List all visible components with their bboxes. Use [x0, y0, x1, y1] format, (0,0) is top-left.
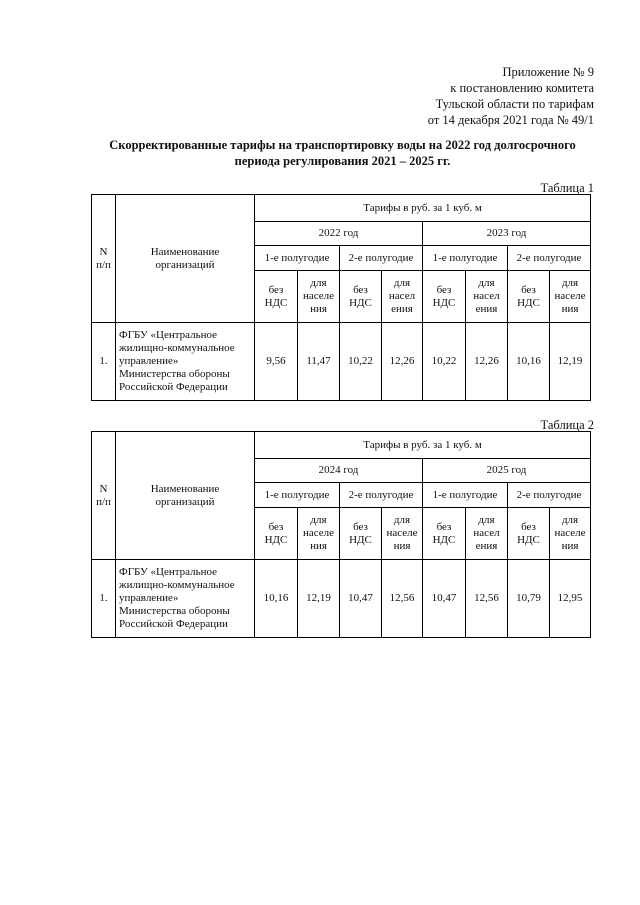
header-no-vat	[508, 508, 550, 560]
header-org-line: организаций	[155, 258, 215, 271]
header-population	[298, 508, 340, 560]
org-line: жилищно-коммунальное	[119, 342, 235, 354]
header-number-line: N	[99, 482, 108, 495]
header-org-line: Наименование	[150, 482, 220, 495]
org-line: Российской Федерации	[119, 381, 228, 393]
header-line: без	[521, 283, 536, 296]
header-line: НДС	[349, 296, 372, 309]
tariff-value: 10,22	[340, 323, 382, 401]
tariff-value: 12,56	[466, 560, 508, 638]
header-half: 2-е полугодие	[508, 483, 591, 508]
table-2-label: Таблица 2	[540, 418, 594, 432]
header-org-line: организаций	[155, 495, 215, 508]
header-population	[298, 271, 340, 323]
tariff-value: 12,95	[550, 560, 591, 638]
header-line: для	[478, 514, 495, 526]
header-population	[466, 271, 508, 323]
header-line: НДС	[517, 296, 540, 309]
header-number-line: N	[99, 245, 108, 258]
org-line: жилищно-коммунальное	[119, 579, 235, 591]
appendix-line: Приложение № 9	[502, 65, 594, 79]
header-no-vat	[340, 508, 382, 560]
header-half: 2-е полугодие	[340, 483, 423, 508]
org-line: ФГБУ «Центральное	[119, 329, 218, 341]
header-number-line: п/п	[96, 495, 111, 508]
header-no-vat	[423, 508, 466, 560]
header-line: НДС	[432, 533, 456, 546]
tariff-value: 11,47	[298, 323, 340, 401]
header-no-vat	[340, 271, 382, 323]
tariff-value: 12,19	[298, 560, 340, 638]
organization-name	[116, 560, 255, 638]
header-line: для	[310, 277, 327, 289]
tariff-table-1	[91, 194, 591, 401]
appendix-line: к постановлению комитета	[450, 81, 594, 95]
table-1-label: Таблица 1	[540, 181, 594, 195]
tariff-value: 12,56	[382, 560, 423, 638]
header-line: для	[310, 514, 327, 526]
header-line: ния	[561, 303, 579, 315]
header-tariff: Тарифы в руб. за 1 куб. м	[255, 432, 591, 459]
org-line: Российской Федерации	[119, 618, 228, 630]
header-half: 1-е полугодие	[255, 483, 340, 508]
header-year: 2025 год	[423, 459, 591, 483]
title-line: периода регулирования 2021 – 2025 гг.	[234, 154, 451, 168]
tariff-value: 10,16	[255, 560, 298, 638]
header-line: без	[521, 520, 536, 533]
tariff-value: 12,19	[550, 323, 591, 401]
appendix-header	[428, 64, 594, 128]
header-half: 2-е полугодие	[508, 246, 591, 271]
header-line: без	[436, 520, 452, 533]
header-population	[466, 508, 508, 560]
header-line: населе	[302, 290, 335, 302]
header-line: населе	[386, 527, 418, 539]
header-year: 2023 год	[423, 222, 591, 246]
header-number	[92, 432, 116, 560]
row-number: 1.	[92, 560, 116, 638]
header-line: для	[393, 277, 411, 289]
header-line: для	[478, 277, 495, 289]
header-line: населе	[554, 527, 586, 539]
header-half: 2-е полугодие	[340, 246, 423, 271]
header-line: НДС	[264, 296, 288, 309]
header-line: ния	[310, 303, 327, 315]
header-line: насел	[388, 290, 416, 302]
tariff-value: 9,56	[255, 323, 298, 401]
org-line: управление»	[119, 355, 179, 367]
header-no-vat	[508, 271, 550, 323]
header-no-vat	[423, 271, 466, 323]
title-line: Скорректированные тарифы на транспортировку воды на 2022 год долгосрочного	[109, 138, 576, 152]
tariff-table-2	[91, 431, 591, 638]
header-line: НДС	[432, 296, 456, 309]
appendix-line: от 14 декабря 2021 года № 49/1	[427, 113, 594, 127]
header-no-vat	[255, 508, 298, 560]
header-line: НДС	[349, 533, 372, 546]
organization-name	[116, 323, 255, 401]
org-line: Министерства обороны	[119, 605, 230, 617]
tariff-value: 10,16	[508, 323, 550, 401]
header-population	[382, 271, 423, 323]
header-line: без	[268, 283, 284, 296]
header-half: 1-е полугодие	[423, 483, 508, 508]
header-line: ния	[561, 540, 579, 552]
header-line: НДС	[517, 533, 540, 546]
org-line: управление»	[119, 592, 179, 604]
table-row	[92, 323, 591, 401]
header-line: ения	[475, 303, 498, 315]
header-population	[550, 508, 591, 560]
header-line: без	[353, 520, 368, 533]
org-line: ФГБУ «Центральное	[119, 566, 218, 578]
header-line: насел	[473, 527, 500, 539]
header-number	[92, 195, 116, 323]
row-number: 1.	[92, 323, 116, 401]
tariff-value: 10,47	[423, 560, 466, 638]
header-line: насел	[473, 290, 500, 302]
header-line: без	[268, 520, 284, 533]
header-line: ения	[475, 540, 498, 552]
header-line: без	[436, 283, 452, 296]
header-half: 1-е полугодие	[255, 246, 340, 271]
header-tariff: Тарифы в руб. за 1 куб. м	[255, 195, 591, 222]
header-line: для	[561, 514, 579, 526]
appendix-line: Тульской области по тарифам	[435, 97, 594, 111]
header-line: ния	[393, 540, 411, 552]
header-year: 2024 год	[255, 459, 423, 483]
header-line: НДС	[264, 533, 288, 546]
org-line: Министерства обороны	[119, 368, 230, 380]
header-line: для	[561, 277, 579, 289]
header-org-line: Наименование	[150, 245, 220, 258]
header-line: ния	[310, 540, 327, 552]
header-organization	[116, 195, 255, 323]
header-half: 1-е полугодие	[423, 246, 508, 271]
header-line: населе	[302, 527, 335, 539]
header-number-line: п/п	[96, 258, 111, 271]
header-line: населе	[554, 290, 586, 302]
document-title	[90, 137, 595, 169]
tariff-value: 10,79	[508, 560, 550, 638]
header-organization	[116, 432, 255, 560]
header-population	[382, 508, 423, 560]
tariff-value: 10,22	[423, 323, 466, 401]
tariff-value: 12,26	[382, 323, 423, 401]
header-no-vat	[255, 271, 298, 323]
tariff-value: 12,26	[466, 323, 508, 401]
tariff-value: 10,47	[340, 560, 382, 638]
header-line: ения	[391, 303, 413, 315]
table-row	[92, 560, 591, 638]
header-line: без	[353, 283, 368, 296]
header-year: 2022 год	[255, 222, 423, 246]
header-line: для	[393, 514, 411, 526]
header-population	[550, 271, 591, 323]
